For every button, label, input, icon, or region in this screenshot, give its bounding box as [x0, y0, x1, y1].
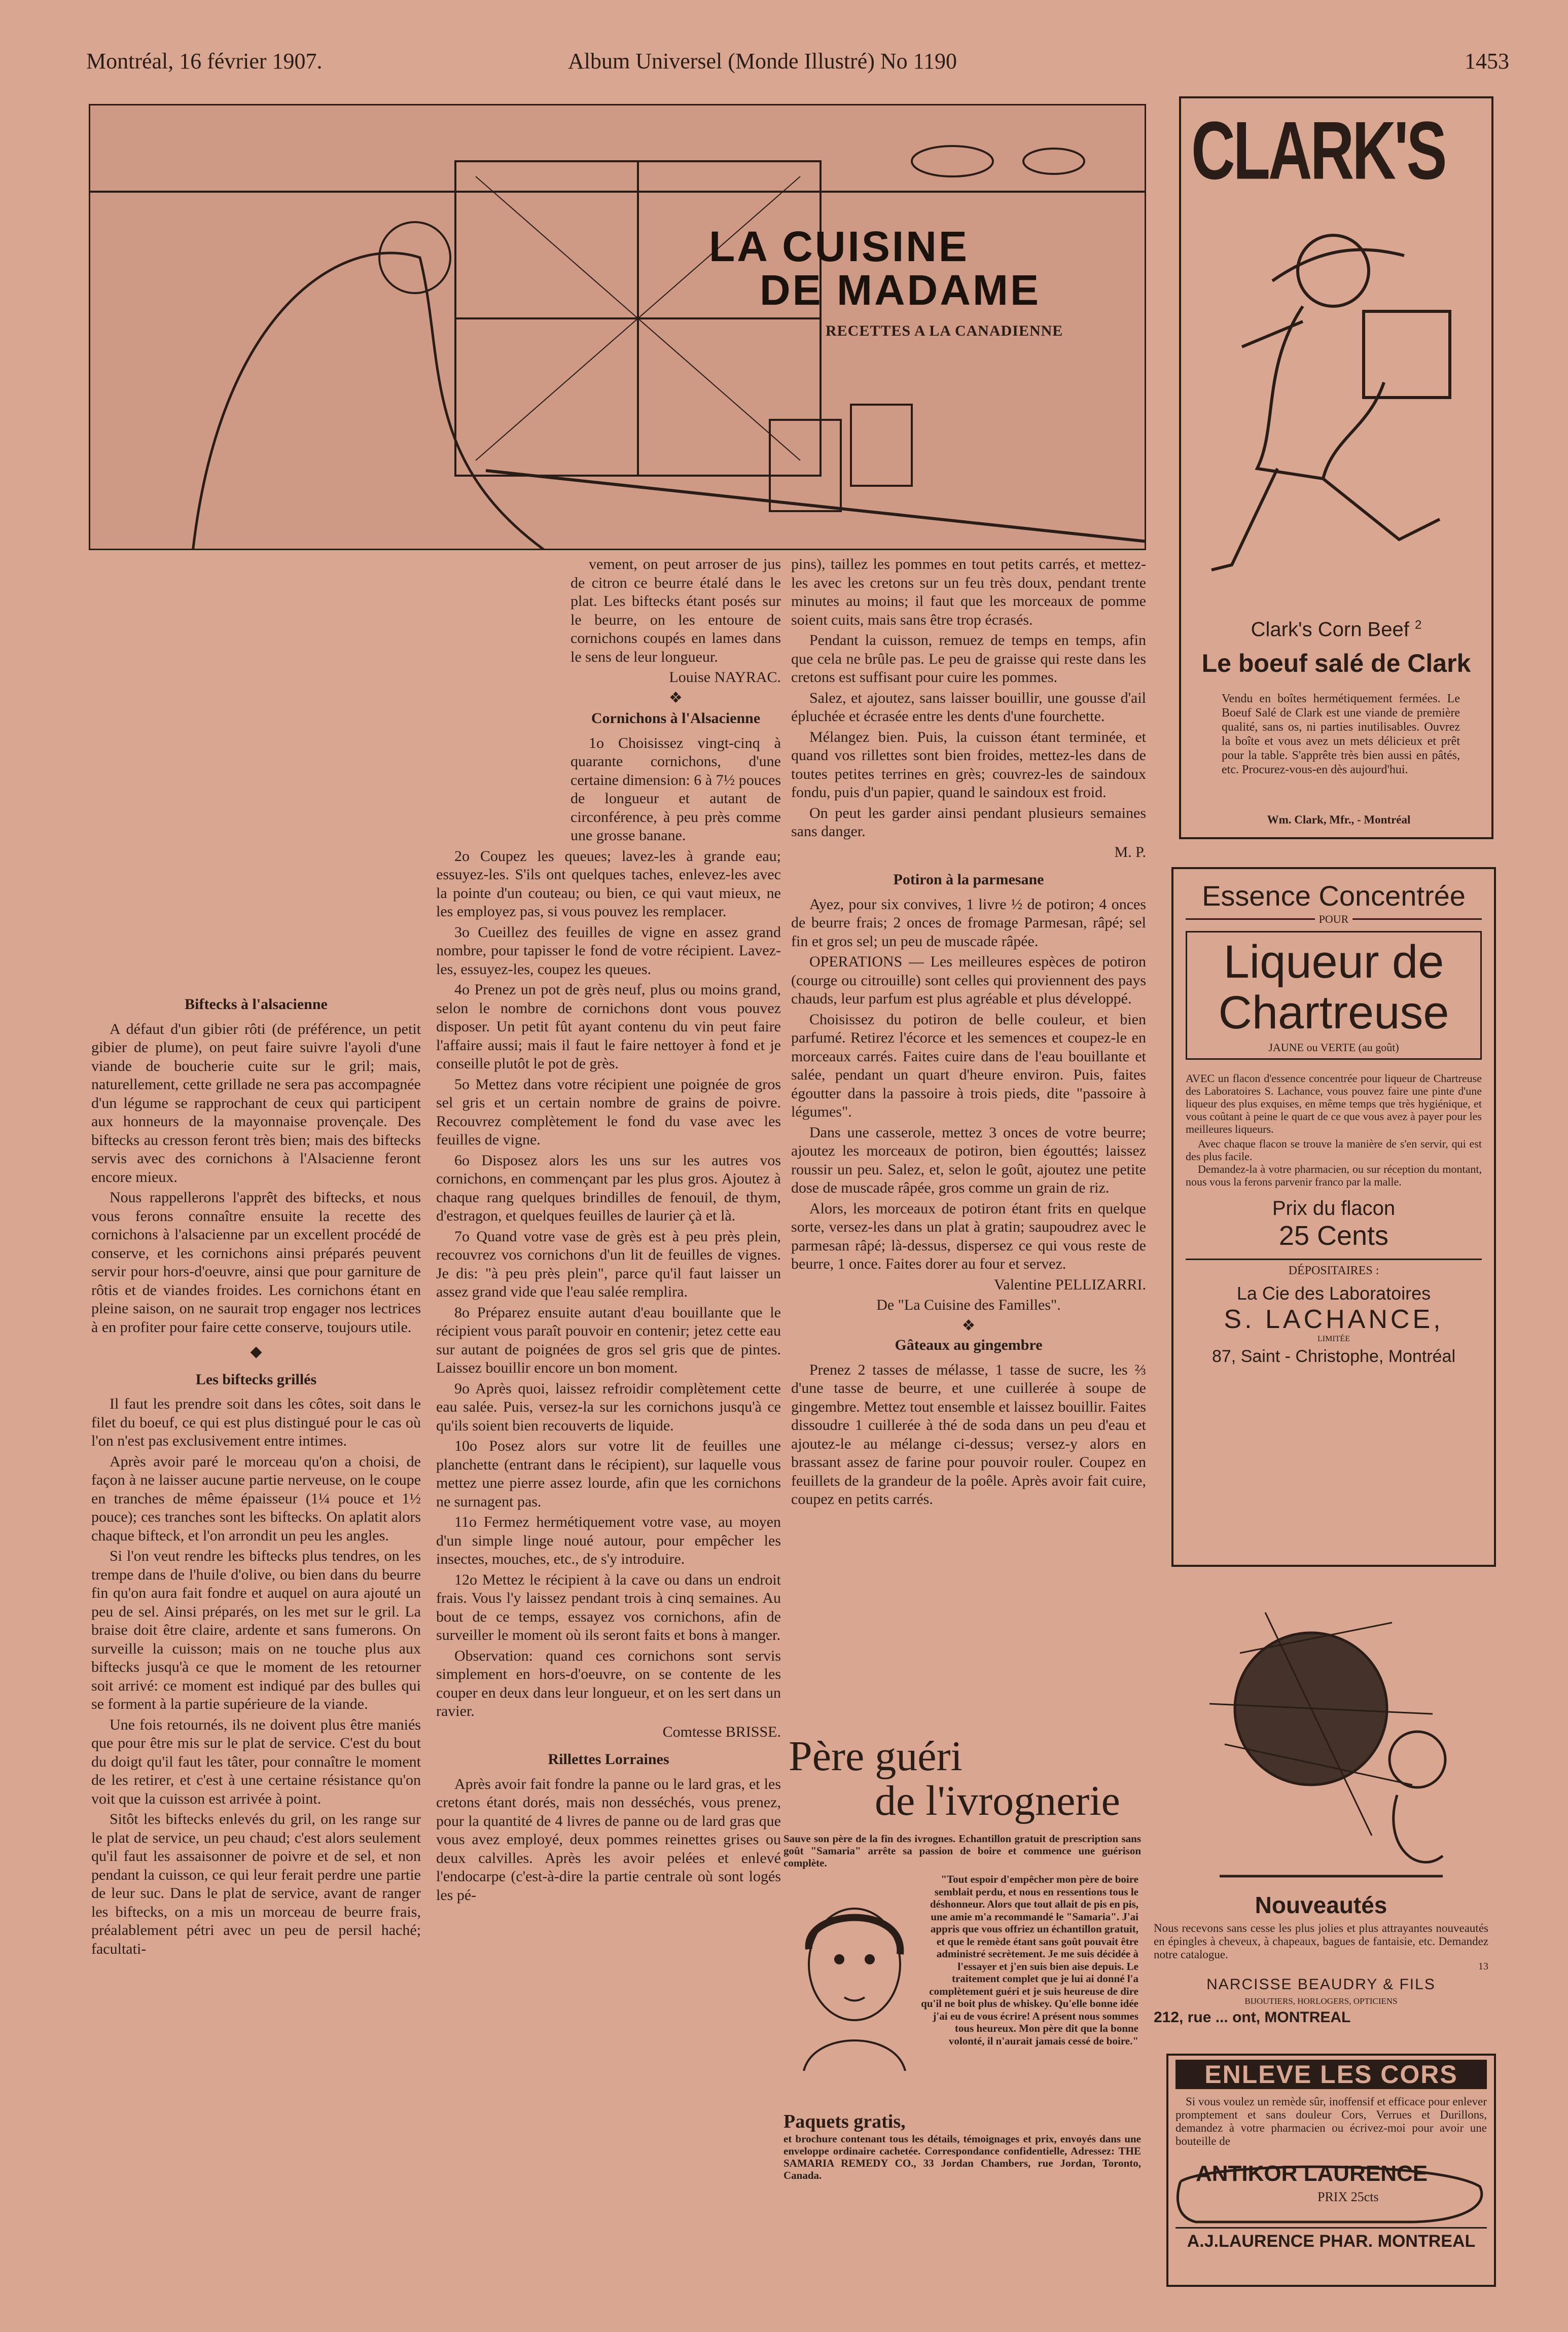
- source: De "La Cuisine des Familles".: [876, 1297, 1061, 1313]
- paragraph: OPERATIONS — Les meilleures espèces de potiron (courge ou citrouille) sont celles qui proviennent des pays chauds, leur parfum est plus agréable et plus développé.: [791, 953, 1146, 1007]
- cors-footer: A.J.LAURENCE PHAR. MONTREAL: [1175, 2227, 1487, 2251]
- ad-title-line2: de l'ivrognerie: [875, 1777, 1120, 1824]
- step: 6o Disposez alors les uns sur les autres vos cornichons, en commençant par les plus gros. Ajoutez à chaque rang quelques brindilles de fenouil, de thym, d'estragon, et quelques feuilles de laurier çà et là.: [436, 1152, 781, 1224]
- ad-title: [783, 1734, 1141, 1823]
- cors-prix: PRIX 25cts: [1317, 2190, 1379, 2204]
- cors-body: Si vous voulez un remède sûr, inoffensif et efficace pour enlever promptement et sans douleur Cors, Verrues et Durillons, demandez à votre pharmacien ou écrivez-moi pour avoir une bouteille de: [1175, 2095, 1487, 2147]
- paragraph: Mélangez bien. Puis, la cuisson étant terminée, et quand vos rillettes sont bien froides, mettez-les dans de toutes petites terrines en grès; couvrez-les de saindoux fondu, puis d'un papier, quand le saindoux est froid.: [791, 728, 1146, 801]
- clarks-body: Vendu en boîtes hermétiquement fermées. Le Boeuf Salé de Clark est une viande de première qualité, sans os, ni parties inutilisables. Ouvrez la boîte et vous avez un mets délicieux et prêt pour la table. S'apprête très bien aussi en pâtés, etc. Procurez-vous-en dès aujourd'hui.: [1222, 692, 1460, 776]
- page-number: 1453: [1465, 49, 1509, 74]
- step: 2o Coupez les queues; lavez-les à grande eau; essuyez-les. S'ils ont quelques taches, enlevez-les avec la pointe d'un couteau; ou bien, ce qui vaut mieux, ne les employez pas, si vous pouvez les remplacer.: [436, 847, 781, 920]
- clarks-fr-name: Le boeuf salé de Clark: [1201, 649, 1471, 677]
- heading-gateaux: Gâteaux au gingembre: [895, 1337, 1043, 1353]
- signature: Comtesse BRISSE.: [662, 1723, 781, 1740]
- chartreuse-lachance: S. LACHANCE,: [1224, 1305, 1444, 1334]
- ad-footer: et brochure contenant tous les détails, témoignages et prix, envoyés dans une enveloppe ordinaire cachetée. Correspondance confidentielle, Adressez: THE SAMARIA REMEDY CO., 33 Jordan Chambers, rue Jordan, Toronto, Canada.: [783, 2133, 1141, 2181]
- banner-subtitle: RECETTES A LA CANADIENNE: [826, 322, 1063, 339]
- paragraph: Observation: quand ces cornichons sont servis simplement en hors-d'oeuvre, on se contente de les couper en deux dans leur longueur, et on les sert dans un ravier.: [436, 1647, 781, 1719]
- header-left: Montréal, 16 février 1907.: [86, 49, 323, 74]
- heading-potiron: Potiron à la parmesane: [893, 871, 1044, 888]
- chartreuse-cents: 25 Cents: [1278, 1221, 1389, 1251]
- paragraph: Salez, et ajoutez, sans laisser bouillir, une gousse d'ail épluchée et écrasée entre les dents d'une fourchette.: [791, 689, 1146, 725]
- paragraph: Alors, les morceaux de potiron étant frits en quelque sorte, versez-les dans un plat à gratin; saupoudrez avec le parmesan râpé; là-dessus, dispersez ce qui vous reste de beurre, 1 once. Faites dorer au four et servez.: [791, 1200, 1146, 1272]
- step: 3o Cueillez des feuilles de vigne en assez grand nombre, pour tapisser le fond de votre récipient. Lavez-les, essuyez-les, coupez les queues.: [436, 923, 781, 978]
- paragraph: vement, on peut arroser de jus de citron ce beurre étalé dans le plat. Les biftecks étant posés sur le beurre, on les entoure de cornichons coupés en lames dans le sens de leur longueur.: [571, 556, 781, 665]
- chartreuse-body3: Demandez-la à votre pharmacien, ou sur réception du montant, nous vous la ferons parvenir franco par la malle.: [1186, 1163, 1482, 1188]
- chartreuse-body: AVEC un flacon d'essence concentrée pour liqueur de Chartreuse des Laboratoires S. Lachance, vous pouvez faire une pinte d'une liqueur des plus exquises, en même temps que très hygiénique, et vous coûtant à peine le quart de ce que vous avez à payer pour les meilleures liqueurs.: [1186, 1072, 1482, 1135]
- chartreuse-addr: 87, Saint - Christophe, Montréal: [1211, 1347, 1456, 1366]
- step: 7o Quand votre vase de grès est à peu près plein, recouvrez vos cornichons d'un lit de feuilles de vignes. Je dis: "à peu près plein", parce qu'il faut laisser un assez grand vide que l'eau salée remplira.: [436, 1228, 781, 1300]
- chartreuse-cie: La Cie des Laboratoires: [1236, 1283, 1431, 1304]
- chartreuse-depo: DÉPOSITAIRES :: [1288, 1264, 1379, 1277]
- step: 4o Prenez un pot de grès neuf, plus ou moins grand, selon le nombre de cornichons dont vous pouvez disposer. Un petit fût ayant contenu du vin peut faire l'affaire aussi; mais il faut le faire nettoyer à fond et je conseille plutôt le pot de grès.: [436, 981, 781, 1072]
- chartreuse-pour: POUR: [1315, 913, 1353, 925]
- ad-number: 13: [1478, 1961, 1488, 1972]
- ad-intro: Sauve son père de la fin des ivrognes. Echantillon gratuit de prescription sans goût "Samaria" arrête sa passion de boire et commence une guérison complète.: [783, 1833, 1141, 1869]
- ad-enleve-cors: [1166, 2054, 1496, 2287]
- ad-nouveautes: [1144, 1592, 1499, 2038]
- step: 10o Posez alors sur votre lit de feuilles une planchette (entrant dans le récipient), sur laquelle vous mettez une pierre assez lourde, afin que les cornichons ne surnagent pas.: [436, 1438, 781, 1510]
- chartreuse-prix: Prix du flacon: [1272, 1197, 1396, 1219]
- chartreuse-l3: Chartreuse: [1218, 987, 1449, 1038]
- signature: Louise NAYRAC.: [669, 669, 781, 686]
- paragraph: Dans une casserole, mettez 3 onces de votre beurre; ajoutez les morceaux de potiron, bien égouttés; laissez roussir un peu. Salez, et, selon le goût, ajoutez une petite dose de muscade râpée, gros comme un grain de riz.: [791, 1124, 1146, 1196]
- ornament: ◆: [250, 1343, 262, 1360]
- banner-title: [709, 225, 1041, 312]
- nouveautes-body: Nous recevons sans cesse les plus jolies et plus attrayantes nouveautés en épingles à cheveux, à chapeaux, bagues de fantaisie, etc. Demandez notre catalogue.: [1154, 1922, 1488, 1961]
- clarks-boy-illustration: [1201, 215, 1475, 600]
- paragraph: Il faut les prendre soit dans les côtes, soit dans le filet du boeuf, ce qui est plus distingué pour le cas où l'on n'est pas exclusivement entre intimes.: [91, 1395, 421, 1449]
- clarks-logo: CLARK'S: [1191, 104, 1445, 197]
- ad-title-line1: Père guéri: [789, 1733, 963, 1780]
- step: 11o Fermez hermétiquement votre vase, au moyen d'un simple linge noué autour, pour empêcher les insectes, mouches, etc., de s'y introduire.: [436, 1514, 781, 1567]
- signature: Valentine PELLIZARRI.: [994, 1276, 1146, 1293]
- cors-product: ANTIKOR LAURENCE: [1196, 2161, 1428, 2186]
- boy-drawing: [1201, 215, 1475, 600]
- chartreuse-l2: Liqueur de: [1223, 936, 1444, 988]
- ad-pere-gueri: [783, 1734, 1141, 2297]
- signature: M. P.: [1114, 843, 1146, 860]
- step: 5o Mettez dans votre récipient une poignée de gros sel gris et un certain nombre de grains de poivre. Recouvrez complètement le fond du vase avec les feuilles de vigne.: [436, 1075, 781, 1148]
- heading-cornichons: Cornichons à l'Alsacienne: [591, 710, 761, 727]
- ad-number: 2: [1414, 618, 1422, 632]
- paragraph: On peut les garder ainsi pendant plusieurs semaines sans danger.: [791, 804, 1146, 840]
- globe-cherub-drawing: [1179, 1592, 1463, 1896]
- column-2: [436, 555, 781, 1907]
- paragraph: pins), taillez les pommes en tout petits carrés, et mettez-les avec les cretons sur un feu très doux, pendant trente minutes au moins; il faut que les morceaux de pomme soient cuits, mais sans être trop écrasés.: [791, 556, 1146, 628]
- clarks-mfr: Wm. Clark, Mfr., - Montréal: [1267, 813, 1411, 826]
- paragraph: Ayez, pour six convives, 1 livre ½ de potiron; 4 onces de beurre frais; 2 onces de fromage Parmesan, râpé; sel fin et gros sel; un peu de muscade râpée.: [791, 895, 1146, 950]
- paragraph: Après avoir fait fondre la panne ou le lard gras, et les cretons étant dorés, mais non desséchés, vous prenez, pour la quantité de 4 livres de panne ou de lard gras que vous avez employé, deux pommes reinettes grises ou deux calvilles. Après les avoir pelées et enlevé l'endocarpe (c'est-à-dire la partie centrale où sont logés les pé-: [436, 1775, 781, 1904]
- nouveautes-sub: BIJOUTIERS, HORLOGERS, OPTICIENS: [1244, 1996, 1398, 2006]
- paragraph: Si l'on veut rendre les biftecks plus tendres, on les trempe dans de l'huile d'olive, ou bien dans du beurre fin qu'on aura fait fondre et auquel on aura ajouté un peu de sel. Ainsi préparés, on les met sur le gril. La braise doit être claire, ardente et sans fumerons. On surveille la cuisson; mais on ne touche plus aux biftecks jusqu'à ce que le moment de les retourner soit arrivé: ce moment est indiqué par des bulles qui se forment à la partie supérieure de la viande.: [91, 1548, 421, 1712]
- clarks-name-text: Clark's Corn Beef: [1251, 618, 1409, 641]
- paragraph: Choisissez du potiron de belle couleur, et bien parfumé. Retirez l'écorce et les semences et coupez-le en morceaux carrés. Faites cuire dans de l'eau bouillante et salée, pendant un quart d'heure environ. Puis, faites égoutter dans la passoire à trois pieds, dite "passoire à légumes".: [791, 1011, 1146, 1120]
- chartreuse-limitee: LIMITÉE: [1317, 1335, 1350, 1343]
- ad-clarks: [1179, 96, 1493, 839]
- chartreuse-l1: Essence Concentrée: [1202, 880, 1466, 912]
- ad-paquets: Paquets gratis,: [783, 2111, 906, 2132]
- heading-biftecks-grilles: Les biftecks grillés: [195, 1371, 317, 1388]
- step: 8o Préparez ensuite autant d'eau bouillante que le récipient vous paraît pouvoir en contenir; jetez cette eau sur autant de poignées de gros sel gris que de pintes. Laissez bouillir encore un bon moment.: [436, 1304, 781, 1376]
- nouveautes-title: Nouveautés: [1255, 1892, 1387, 1918]
- paragraph: Après avoir paré le morceau qu'on a choisi, de façon à ne laisser aucune partie nerveuse, on le coupe en tranches de même épaisseur (1¼ pouce et 1½ pouce); ces tranches sont les biftecks. On aplatit alors chaque bifteck, et l'on arrondit un peu les angles.: [91, 1453, 421, 1544]
- ad-quote: "Tout espoir d'empêcher mon père de boire semblait perdu, et nous en ressentions tous le déshonneur. Alors que tout allait de pis en pis, une amie m'a recommandé le "Samaria". J'ai appris que vous offriez un échantillon gratuit, et que le remède étant sans goût pouvait être administré secrètement. Je me suis décidée à l'essayer et j'en suis bien aise depuis. Le traitement complet que je lui ai donné l'a complètement guéri et je suis heureuse de dire qu'il ne boit plus de whiskey. Qu'elle bonne idée j'ai eu de vous écrire! A présent nous sommes tous heureux. Mon père dit que la bonne volonté, il n'aurait jamais cessé de boire.": [921, 1873, 1138, 2047]
- nouveautes-illustration: [1179, 1592, 1463, 1896]
- heading-rillettes: Rillettes Lorraines: [548, 1751, 669, 1768]
- heading-biftecks-alsacienne: Biftecks à l'alsacienne: [185, 996, 328, 1013]
- column-1: [91, 986, 421, 1960]
- ad-chartreuse: [1171, 867, 1496, 1567]
- nouveautes-firm: NARCISSE BEAUDRY & FILS: [1206, 1976, 1436, 1993]
- banner-title-line1: LA CUISINE: [709, 223, 969, 270]
- paragraph: Une fois retournés, ils ne doivent plus être maniés que pour être mis sur le plat de service. C'est du bout du doigt qu'il faut les tâter, pour connaître le moment de les retirer, et c'est à une certaine résistance qu'on voit que la cuisson est arrivée à point.: [91, 1716, 421, 1807]
- paragraph: A défaut d'un gibier rôti (de préférence, un petit gibier de plume), on peut faire suivre l'ayoli d'une viande de boucherie cuite sur le gril; mais, naturellement, cette grillade ne sera pas accompagnée d'un légume se rapprochant de ceux qui participent aux honneurs de la mayonnaise provençale. Des biftecks au cresson feront très bien; mais des biftecks servis avec des cornichons à l'Alsacienne feront encore mieux.: [91, 1020, 421, 1186]
- kitchen-illustration: [89, 104, 1146, 550]
- paragraph: Sitôt les biftecks enlevés du gril, on les range sur le plat de service, un peu chaud; c'est alors seulement qu'il faut les assaisonner de poivre et de sel, et non pendant la cuisson, ce qui leur ferait perdre une partie de leur suc. Dans le plat de service, avant de ranger les biftecks, on a mis un morceau de beurre frais, préalablement pétri avec un peu de persil haché; facultati-: [91, 1811, 421, 1957]
- clarks-name: [1181, 618, 1491, 641]
- chartreuse-l4: JAUNE ou VERTE (au goût): [1268, 1041, 1399, 1054]
- cors-title: ENLEVE LES CORS: [1175, 2060, 1487, 2089]
- woman-portrait: [783, 1888, 920, 2071]
- chartreuse-body2: Avec chaque flacon se trouve la manière de s'en servir, qui est des plus facile.: [1186, 1137, 1482, 1163]
- ornament: ❖: [961, 1317, 976, 1334]
- step: 9o Après quoi, laissez refroidir complètement cette eau salée. Puis, versez-la sur les cornichons jusqu'à ce qu'ils soient bien recouverts de liquide.: [436, 1380, 781, 1434]
- step: 12o Mettez le récipient à la cave ou dans un endroit frais. Vous l'y laissez pendant trois à cinq semaines. Au bout de ce temps, essayez vos cornichons, afin de surveiller le moment où ils seront faits et bons à manger.: [436, 1571, 781, 1643]
- column-3: [791, 555, 1146, 1511]
- header-center: Album Universel (Monde Illustré) No 1190: [568, 49, 957, 74]
- nouveautes-addr: 212, rue ... ont, MONTREAL: [1154, 2009, 1351, 2026]
- ornament: ❖: [669, 689, 683, 706]
- paragraph: Prenez 2 tasses de mélasse, 1 tasse de sucre, les ⅔ d'une tasse de beurre, et une cuillerée à soupe de gingembre. Mettez tout ensemble et laissez bouillir. Faites dissoudre 1 cuillerée à thé de soda dans un peu d'eau et ajoutez-le au mélange ci-dessus; versez-y alors en brassant assez de farine pour pouvoir rouler. Coupez en feuillets de la grandeur de la poêle. Après avoir fait cuire, coupez en petits carrés.: [791, 1361, 1146, 1508]
- paragraph: Nous rappellerons l'apprêt des biftecks, et nous vous ferons connaître ensuite la recette des cornichons à l'alsacienne par un excellent procédé de conserve, et les cornichons ainsi préparés peuvent servir pour hors-d'oeuvre, ainsi que pour garniture de rôtis et de viandes froides. Les cornichons étant en pleine saison, on ne saurait trop engager nos lectrices à en profiter pour faire cette conserve, toujours utile.: [91, 1189, 421, 1336]
- banner-title-line2: DE MADAME: [760, 266, 1041, 314]
- portrait-drawing: [783, 1888, 920, 2071]
- step: 1o Choisissez vingt-cinq à quarante cornichons, d'une certaine dimension: 6 à 7½ pouces de longueur et autant de circonférence, à peu près comme une grosse banane.: [571, 734, 781, 844]
- paragraph: Pendant la cuisson, remuez de temps en temps, afin que cela ne brûle pas. Le peu de graisse qui reste dans les cretons est suffisant pour cuire les pommes.: [791, 632, 1146, 686]
